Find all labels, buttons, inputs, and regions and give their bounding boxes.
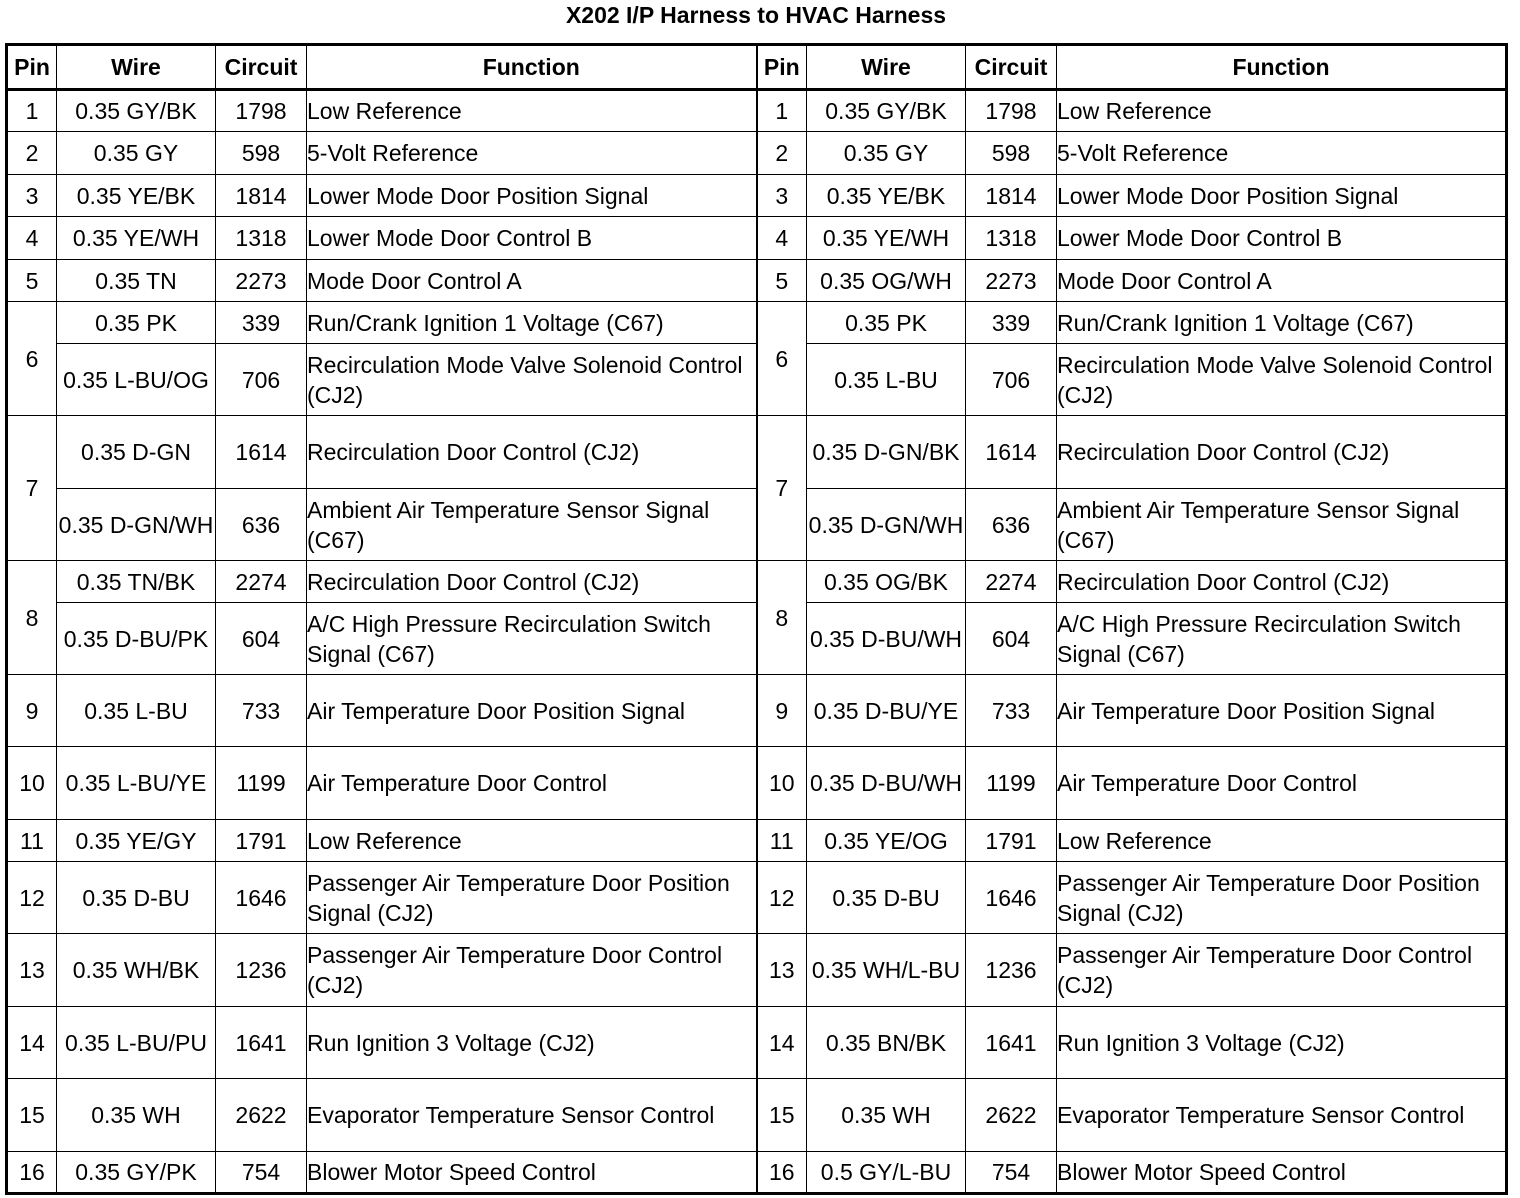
pin-cell: 6 (757, 302, 807, 416)
table-row (7, 747, 1507, 820)
wire-cell: 0.35 YE/WH (57, 217, 216, 260)
circuit-cell: 1236 (216, 934, 307, 1007)
header-circuit: Circuit (216, 45, 307, 90)
pin-cell: 14 (7, 1007, 57, 1079)
pin-cell: 9 (7, 675, 57, 747)
wire-cell: 0.5 GY/L-BU (807, 1152, 966, 1194)
wire-cell: 0.35 YE/OG (807, 820, 966, 862)
pin-cell: 2 (7, 132, 57, 175)
wire-cell: 0.35 D-BU (57, 862, 216, 934)
circuit-cell: 604 (966, 603, 1057, 675)
wire-cell: 0.35 YE/GY (57, 820, 216, 862)
pin-cell: 12 (757, 862, 807, 934)
function-cell: Passenger Air Temperature Door Control (CJ2) (1057, 934, 1507, 1007)
circuit-cell: 1646 (216, 862, 307, 934)
function-cell: Recirculation Door Control (CJ2) (307, 416, 757, 489)
circuit-cell: 1199 (216, 747, 307, 820)
wire-cell: 0.35 L-BU/OG (57, 344, 216, 416)
wire-cell: 0.35 L-BU (807, 344, 966, 416)
pin-cell: 15 (757, 1079, 807, 1152)
pin-cell: 7 (7, 416, 57, 561)
wire-cell: 0.35 WH (807, 1079, 966, 1152)
pin-cell: 3 (757, 175, 807, 217)
table-row (7, 175, 1507, 217)
header-function: Function (307, 45, 757, 90)
pin-cell: 1 (7, 90, 57, 132)
table-row (7, 862, 1507, 934)
wire-cell: 0.35 GY (57, 132, 216, 175)
circuit-cell: 706 (216, 344, 307, 416)
table-row (7, 675, 1507, 747)
pin-cell: 5 (757, 260, 807, 302)
wire-cell: 0.35 PK (807, 302, 966, 344)
pin-cell: 11 (7, 820, 57, 862)
circuit-cell: 1641 (966, 1007, 1057, 1079)
header-wire: Wire (57, 45, 216, 90)
wire-cell: 0.35 TN (57, 260, 216, 302)
table-row (7, 302, 1507, 344)
function-cell: Recirculation Mode Valve Solenoid Control (CJ2) (307, 344, 757, 416)
pin-cell: 16 (7, 1152, 57, 1194)
pin-cell: 16 (757, 1152, 807, 1194)
circuit-cell: 636 (216, 489, 307, 561)
wire-cell: 0.35 D-GN/WH (807, 489, 966, 561)
wire-cell: 0.35 L-BU/YE (57, 747, 216, 820)
function-cell: Run/Crank Ignition 1 Voltage (C67) (307, 302, 757, 344)
function-cell: Low Reference (1057, 90, 1507, 132)
function-cell: Mode Door Control A (1057, 260, 1507, 302)
table-row (7, 934, 1507, 1007)
wire-cell: 0.35 D-BU/WH (807, 603, 966, 675)
function-cell: Ambient Air Temperature Sensor Signal (C67) (307, 489, 757, 561)
function-cell: Lower Mode Door Position Signal (307, 175, 757, 217)
header-pin: Pin (757, 45, 807, 90)
wire-cell: 0.35 D-BU (807, 862, 966, 934)
pin-cell: 8 (757, 561, 807, 675)
circuit-cell: 604 (216, 603, 307, 675)
circuit-cell: 598 (216, 132, 307, 175)
wire-cell: 0.35 BN/BK (807, 1007, 966, 1079)
pin-cell: 4 (757, 217, 807, 260)
circuit-cell: 706 (966, 344, 1057, 416)
circuit-cell: 1814 (966, 175, 1057, 217)
function-cell: Air Temperature Door Control (1057, 747, 1507, 820)
circuit-cell: 598 (966, 132, 1057, 175)
pin-cell: 4 (7, 217, 57, 260)
circuit-cell: 2274 (216, 561, 307, 603)
function-cell: Blower Motor Speed Control (1057, 1152, 1507, 1194)
header-circuit: Circuit (966, 45, 1057, 90)
function-cell: Air Temperature Door Control (307, 747, 757, 820)
wire-cell: 0.35 WH/BK (57, 934, 216, 1007)
table-row (7, 561, 1507, 603)
table-row (7, 416, 1507, 489)
circuit-cell: 754 (216, 1152, 307, 1194)
wire-cell: 0.35 GY/BK (807, 90, 966, 132)
function-cell: Low Reference (307, 820, 757, 862)
table-row (7, 132, 1507, 175)
circuit-cell: 2622 (216, 1079, 307, 1152)
function-cell: Run Ignition 3 Voltage (CJ2) (307, 1007, 757, 1079)
circuit-cell: 1614 (966, 416, 1057, 489)
circuit-cell: 1798 (966, 90, 1057, 132)
circuit-cell: 733 (966, 675, 1057, 747)
wire-cell: 0.35 YE/WH (807, 217, 966, 260)
wire-cell: 0.35 L-BU/PU (57, 1007, 216, 1079)
pin-cell: 1 (757, 90, 807, 132)
function-cell: A/C High Pressure Recirculation Switch Signal (C67) (1057, 603, 1507, 675)
circuit-cell: 2273 (216, 260, 307, 302)
wire-cell: 0.35 YE/BK (807, 175, 966, 217)
function-cell: Evaporator Temperature Sensor Control (307, 1079, 757, 1152)
pin-cell: 13 (7, 934, 57, 1007)
table-row (7, 1007, 1507, 1079)
circuit-cell: 2273 (966, 260, 1057, 302)
pin-cell: 13 (757, 934, 807, 1007)
wire-cell: 0.35 WH/L-BU (807, 934, 966, 1007)
function-cell: Run/Crank Ignition 1 Voltage (C67) (1057, 302, 1507, 344)
circuit-cell: 1646 (966, 862, 1057, 934)
circuit-cell: 1814 (216, 175, 307, 217)
wire-cell: 0.35 D-GN (57, 416, 216, 489)
circuit-cell: 339 (966, 302, 1057, 344)
pin-cell: 9 (757, 675, 807, 747)
function-cell: Recirculation Door Control (CJ2) (1057, 416, 1507, 489)
wire-cell: 0.35 D-GN/WH (57, 489, 216, 561)
circuit-cell: 1791 (216, 820, 307, 862)
circuit-cell: 733 (216, 675, 307, 747)
function-cell: Lower Mode Door Position Signal (1057, 175, 1507, 217)
wire-cell: 0.35 GY/BK (57, 90, 216, 132)
circuit-cell: 1614 (216, 416, 307, 489)
wire-cell: 0.35 D-BU/PK (57, 603, 216, 675)
circuit-cell: 339 (216, 302, 307, 344)
table-row (7, 260, 1507, 302)
pin-cell: 3 (7, 175, 57, 217)
function-cell: Evaporator Temperature Sensor Control (1057, 1079, 1507, 1152)
wire-cell: 0.35 OG/BK (807, 561, 966, 603)
wire-cell: 0.35 YE/BK (57, 175, 216, 217)
wire-cell: 0.35 TN/BK (57, 561, 216, 603)
wire-cell: 0.35 GY/PK (57, 1152, 216, 1194)
circuit-cell: 1318 (216, 217, 307, 260)
function-cell: Low Reference (1057, 820, 1507, 862)
table-row (7, 90, 1507, 132)
circuit-cell: 2274 (966, 561, 1057, 603)
function-cell: Ambient Air Temperature Sensor Signal (C67) (1057, 489, 1507, 561)
function-cell: Run Ignition 3 Voltage (CJ2) (1057, 1007, 1507, 1079)
circuit-cell: 1236 (966, 934, 1057, 1007)
pin-cell: 10 (7, 747, 57, 820)
circuit-cell: 1199 (966, 747, 1057, 820)
wire-cell: 0.35 D-BU/WH (807, 747, 966, 820)
wire-cell: 0.35 L-BU (57, 675, 216, 747)
circuit-cell: 1791 (966, 820, 1057, 862)
circuit-cell: 1641 (216, 1007, 307, 1079)
header-pin: Pin (7, 45, 57, 90)
function-cell: 5-Volt Reference (307, 132, 757, 175)
pin-cell: 2 (757, 132, 807, 175)
table-row (7, 1079, 1507, 1152)
wire-cell: 0.35 GY (807, 132, 966, 175)
header-row (7, 45, 1507, 90)
pin-cell: 6 (7, 302, 57, 416)
function-cell: Passenger Air Temperature Door Position Signal (CJ2) (307, 862, 757, 934)
pin-cell: 5 (7, 260, 57, 302)
function-cell: Air Temperature Door Position Signal (307, 675, 757, 747)
wire-cell: 0.35 OG/WH (807, 260, 966, 302)
table-title: X202 I/P Harness to HVAC Harness (565, 2, 947, 28)
circuit-cell: 1318 (966, 217, 1057, 260)
connector-table (5, 43, 1508, 1195)
circuit-cell: 1798 (216, 90, 307, 132)
pin-cell: 10 (757, 747, 807, 820)
wire-cell: 0.35 D-GN/BK (807, 416, 966, 489)
function-cell: Air Temperature Door Position Signal (1057, 675, 1507, 747)
wire-cell: 0.35 D-BU/YE (807, 675, 966, 747)
pin-cell: 15 (7, 1079, 57, 1152)
circuit-cell: 754 (966, 1152, 1057, 1194)
pin-cell: 12 (7, 862, 57, 934)
circuit-cell: 2622 (966, 1079, 1057, 1152)
function-cell: Passenger Air Temperature Door Control (CJ2) (307, 934, 757, 1007)
circuit-cell: 636 (966, 489, 1057, 561)
function-cell: Low Reference (307, 90, 757, 132)
function-cell: Lower Mode Door Control B (307, 217, 757, 260)
wire-cell: 0.35 PK (57, 302, 216, 344)
pin-cell: 7 (757, 416, 807, 561)
function-cell: A/C High Pressure Recirculation Switch Signal (C67) (307, 603, 757, 675)
function-cell: Blower Motor Speed Control (307, 1152, 757, 1194)
table-row (7, 820, 1507, 862)
function-cell: Recirculation Door Control (CJ2) (307, 561, 757, 603)
pin-cell: 8 (7, 561, 57, 675)
table-row (7, 1152, 1507, 1194)
function-cell: 5-Volt Reference (1057, 132, 1507, 175)
header-wire: Wire (807, 45, 966, 90)
wire-cell: 0.35 WH (57, 1079, 216, 1152)
pin-cell: 14 (757, 1007, 807, 1079)
function-cell: Recirculation Door Control (CJ2) (1057, 561, 1507, 603)
function-cell: Lower Mode Door Control B (1057, 217, 1507, 260)
table-row (7, 217, 1507, 260)
function-cell: Mode Door Control A (307, 260, 757, 302)
function-cell: Passenger Air Temperature Door Position Signal (CJ2) (1057, 862, 1507, 934)
function-cell: Recirculation Mode Valve Solenoid Control (CJ2) (1057, 344, 1507, 416)
header-function: Function (1057, 45, 1507, 90)
pin-cell: 11 (757, 820, 807, 862)
